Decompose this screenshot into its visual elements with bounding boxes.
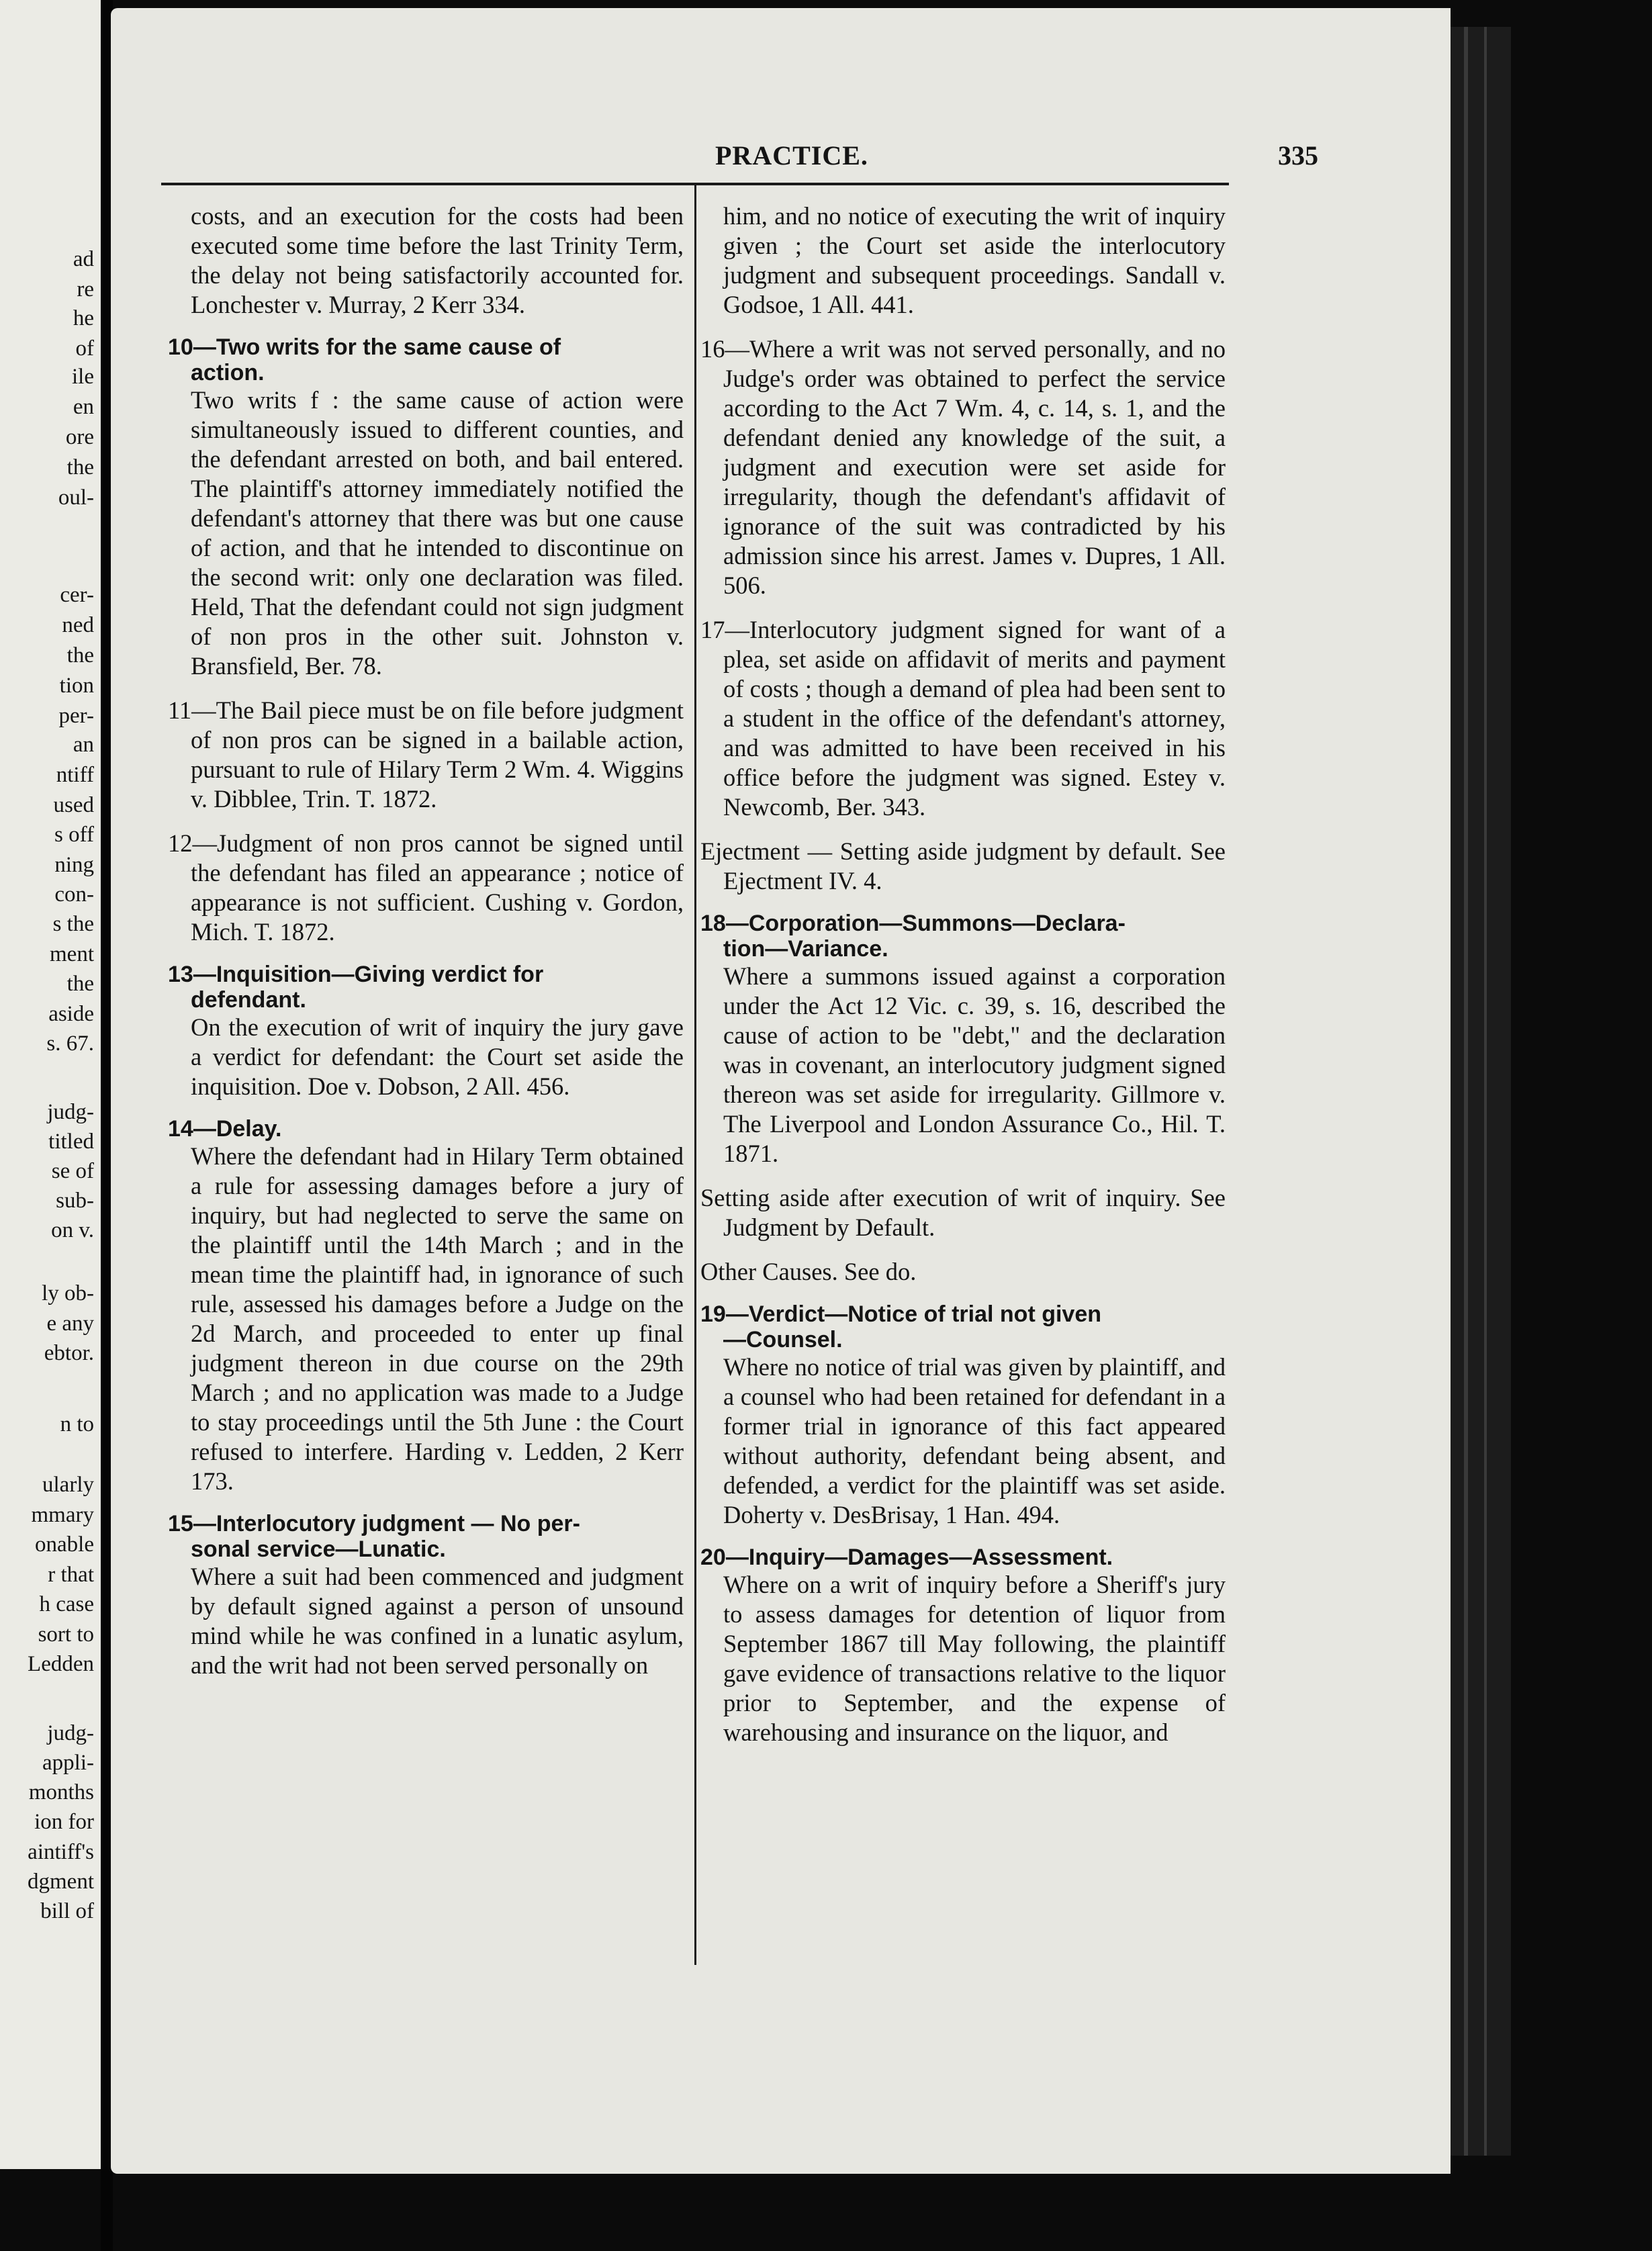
entry-body: Where a summons issued against a corporation under the Act 12 Vic. c. 39, s. 16, described the cause of action to be "debt," and the declaration was in covenant, an interlocutory judgment signed thereon was set aside for irregularity. Gillmore v. The Liverpool and London Assurance Co., Hil. T. 1871. [723, 962, 1226, 1167]
right-column [700, 201, 1226, 1762]
entry-heading: 14—Delay. [168, 1116, 282, 1142]
entry-18 [700, 911, 1226, 1168]
entry-20 [700, 1545, 1226, 1747]
prev-page-text-fragment: sort to [38, 1622, 94, 1647]
entry-heading: 19—Verdict—Notice of trial not given —Counsel. [700, 1301, 1102, 1352]
entry-body: Where no notice of trial was given by plaintiff, and a counsel who had been retained for defendant in a former trial in ignorance of this fact appeared without authority, defendant being absent, and defended, a verdict for the plaintiff was set aside. Doherty v. DesBrisay, 1 Han. 494. [723, 1353, 1226, 1528]
entry-19 [700, 1301, 1226, 1530]
prev-page-text-fragment: ile [72, 365, 94, 389]
prev-page-text-fragment: bill of [40, 1899, 94, 1923]
prev-page-text-fragment: tion [59, 674, 94, 698]
prev-page-text-fragment: s off [54, 823, 94, 847]
prev-page-text-fragment: he [73, 306, 94, 330]
entry-heading: 13—Inquisition—Giving verdict for defendant. [168, 962, 544, 1013]
prev-page-text-fragment: n to [60, 1412, 94, 1436]
prev-page-text-fragment: used [53, 793, 94, 817]
prev-page-text-fragment: aintiff's [28, 1840, 94, 1864]
entry-14 [168, 1116, 684, 1496]
entry-16: 16—Where a writ was not served personally, and no Judge's order was obtained to perfect the service according to the Act 7 Wm. 4, c. 14, s. 1, and the defendant denied any knowledge of the suit, a judgment and execution were set aside for irregularity, though the defendant's affidavit of ignorance of the suit was contradicted by his admission since his arrest. James v. Dupres, 1 All. 506. [700, 335, 1226, 599]
prev-page-text-fragment: Ledden [28, 1652, 94, 1676]
prev-page-text-fragment: h case [39, 1592, 94, 1616]
entry-heading: 18—Corporation—Summons—Declara- tion—Variance. [700, 911, 1126, 962]
entry-13 [168, 962, 684, 1101]
prev-page-text-fragment: an [73, 733, 94, 757]
prev-page-text-fragment: sub- [56, 1189, 94, 1213]
prev-page-text-fragment: ntiff [56, 763, 94, 787]
prev-page-text-fragment: ularly [42, 1473, 94, 1497]
prev-page-text-fragment: appli- [42, 1751, 94, 1775]
prev-page-text-fragment: s the [52, 912, 94, 936]
previous-page-fragment [0, 0, 102, 2169]
running-head: PRACTICE. [715, 140, 868, 171]
prev-page-text-fragment: oul- [58, 486, 94, 510]
prev-page-text-fragment: aside [48, 1002, 94, 1026]
prev-page-text-fragment: cer- [60, 583, 94, 607]
prev-page-text-fragment: months [28, 1780, 94, 1804]
entry-body: Where the defendant had in Hilary Term obtained a rule for assessing damages before a jury of inquiry, but had neglected to serve the same on the plaintiff until the 14th March ; and in the mean time the plaintiff had, in ignorance of such rule, assessed his damages before a Judge on the 2d March, and proceeded to enter up final judgment thereon in due course on the 29th March ; and no application was made to a Judge to stay proceedings until the 5th June : the Court refused to interfere. Harding v. Ledden, 2 Kerr 173. [191, 1142, 684, 1495]
prev-page-text-fragment: titled [48, 1130, 94, 1154]
prev-page-text-fragment: the [66, 972, 94, 996]
entry-15 [168, 1511, 684, 1680]
prev-page-text-fragment: ebtor. [44, 1341, 94, 1365]
entry-17: 17—Interlocutory judgment signed for want of a plea, set aside on affidavit of merits and payment of costs ; though a demand of plea had been sent to a student in the office of the defendant's attorney, and was admitted to have been received in his office before the judgment was signed. Estey v. Newcomb, Ber. 343. [700, 616, 1226, 821]
page-number: 335 [1278, 140, 1318, 171]
prev-page-text-fragment: s. 67. [46, 1031, 94, 1056]
prev-page-text-fragment: ion for [34, 1810, 94, 1834]
prev-page-text-fragment: per- [58, 704, 94, 728]
prev-page-text-fragment: se of [51, 1159, 94, 1183]
prev-page-text-fragment: the [66, 643, 94, 668]
prev-page-text-fragment: ad [73, 247, 94, 271]
left-column [168, 201, 684, 1695]
prev-page-text-fragment: dgment [28, 1870, 94, 1894]
page-edge-line [1484, 27, 1487, 2156]
prev-page-text-fragment: ned [62, 613, 94, 637]
entry-10 [168, 334, 684, 681]
prev-page-text-fragment: ly ob- [42, 1281, 94, 1305]
cross-reference-ejectment: Ejectment — Setting aside judgment by default. See Ejectment IV. 4. [700, 837, 1226, 894]
entry-continued: him, and no notice of executing the writ of inquiry given ; the Court set aside the interlocutory judgment and subsequent proceedings. Sandall v. Godsoe, 1 All. 441. [723, 202, 1226, 318]
prev-page-text-fragment: onable [35, 1532, 94, 1557]
prev-page-text-fragment: judg- [47, 1721, 94, 1745]
prev-page-text-fragment: of [75, 336, 94, 361]
entry-body: Two writs f : the same cause of action were simultaneously issued to different counties, and the defendant arrested on both, and bail entered. The plaintiff's attorney immediately notified the defendant's attorney that there was but one cause of action, and that he intended to discontinue on the second writ: only one declaration was filed. Held, That the defendant could not sign judgment of non pros in the other suit. Johnston v. Bransfield, Ber. 78. [191, 386, 684, 680]
entry-12: 12—Judgment of non pros cannot be signed until the defendant has filed an appearance ; notice of appearance is not sufficient. Cushing v. Gordon, Mich. T. 1872. [168, 829, 684, 946]
prev-page-text-fragment: the [66, 455, 94, 479]
prev-page-text-fragment: en [73, 395, 94, 419]
page-edge-shadow [1451, 27, 1511, 2156]
prev-page-text-fragment: mmary [31, 1503, 94, 1527]
entry-heading: 15—Interlocutory judgment — No per- sonal service—Lunatic. [168, 1511, 580, 1562]
prev-page-text-fragment: ning [54, 853, 94, 877]
prev-page-text-fragment: r that [48, 1563, 94, 1587]
prev-page-text-fragment: ment [50, 942, 94, 966]
cross-reference-other-causes: Other Causes. See do. [700, 1258, 917, 1285]
cross-reference-setting-aside: Setting aside after execution of writ of inquiry. See Judgment by Default. [700, 1184, 1226, 1241]
prev-page-text-fragment: re [77, 277, 94, 302]
entry-body: Where on a writ of inquiry before a Sheriff's jury to assess damages for detention of liquor from September 1867 till May following, the plaintiff gave evidence of transactions relative to the liquor prior to September, and the expense of warehousing and insurance on the liquor, and [723, 1571, 1226, 1746]
entry-heading: 10—Two writs for the same cause of action. [168, 334, 561, 385]
entry-continued: costs, and an execution for the costs had been executed some time before the last Trinity Term, the delay not being satisfactorily accounted for. Lonchester v. Murray, 2 Kerr 334. [191, 202, 684, 318]
page-edge-line [1464, 27, 1468, 2156]
prev-page-text-fragment: con- [54, 882, 94, 907]
column-divider [694, 185, 696, 1965]
entry-body: Where a suit had been commenced and judgment by default signed against a person of unsound mind while he was confined in a lunatic asylum, and the writ had not been served personally on [191, 1563, 684, 1679]
prev-page-text-fragment: on v. [51, 1218, 94, 1242]
entry-body: On the execution of writ of inquiry the jury gave a verdict for defendant: the Court set aside the inquisition. Doe v. Dobson, 2 All. 456. [191, 1013, 684, 1100]
entry-11: 11—The Bail piece must be on file before judgment of non pros can be signed in a bailable action, pursuant to rule of Hilary Term 2 Wm. 4. Wiggins v. Dibblee, Trin. T. 1872. [168, 696, 684, 813]
entry-heading: 20—Inquiry—Damages—Assessment. [700, 1545, 1113, 1570]
prev-page-text-fragment: judg- [47, 1100, 94, 1124]
prev-page-text-fragment: ore [65, 425, 94, 449]
prev-page-text-fragment: e any [46, 1312, 94, 1336]
